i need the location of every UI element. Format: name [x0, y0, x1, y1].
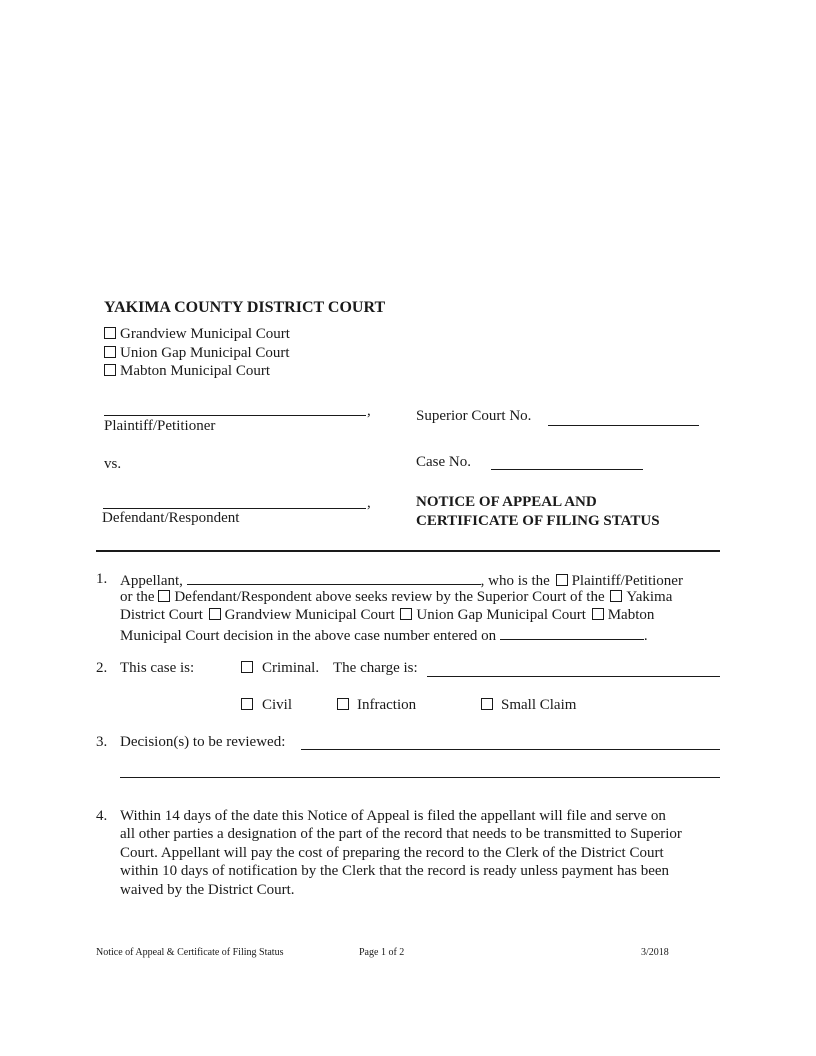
court-title: YAKIMA COUNTY DISTRICT COURT — [104, 299, 386, 316]
checkbox-plaintiff-petitioner[interactable] — [556, 574, 568, 586]
checkbox-defendant-respondent[interactable] — [158, 590, 170, 602]
decisions-field-line1[interactable] — [301, 749, 720, 750]
caption-divider — [96, 550, 720, 552]
charge-field[interactable] — [427, 676, 720, 677]
checkbox-yakima[interactable] — [610, 590, 622, 602]
section4-line3: Court. Appellant will pay the cost of preparing the record to the Clerk of the District Court — [120, 845, 664, 861]
decision-date-field[interactable] — [500, 626, 644, 640]
checkbox-small-claim[interactable] — [481, 698, 493, 710]
section4-line4: within 10 days of notification by the Clerk that the record is ready unless payment has been — [120, 863, 670, 879]
section4-line2: all other parties a designation of the part of the record that needs to be transmitted to Superior — [120, 826, 682, 842]
plaintiff-label: Plaintiff/Petitioner — [104, 418, 216, 434]
checkbox-infraction[interactable] — [337, 698, 349, 710]
footer-date: 3/2018 — [641, 947, 669, 958]
superior-court-no-label: Superior Court No. — [416, 408, 532, 424]
defendant-label: Defendant/Respondent — [102, 510, 240, 526]
section1-number: 1. — [96, 571, 108, 587]
checkbox-grandview[interactable] — [104, 327, 116, 339]
checkbox-union-gap-appeal[interactable] — [400, 608, 412, 620]
civil-option[interactable]: Civil — [241, 697, 292, 714]
small-claim-option[interactable]: Small Claim — [481, 697, 576, 714]
decisions-field-line2[interactable] — [120, 777, 720, 778]
case-no-field[interactable] — [491, 469, 643, 470]
case-type-label: This case is: — [120, 660, 195, 676]
section2-number: 2. — [96, 660, 108, 676]
section4-number: 4. — [96, 808, 108, 824]
checkbox-criminal[interactable] — [241, 661, 253, 673]
checkbox-union-gap[interactable] — [104, 346, 116, 358]
section1-line3: District Court Grandview Municipal Court Union Gap Municipal Court Mabton — [120, 607, 655, 623]
section1-line2: or the Defendant/Respondent above seeks review by the Superior Court of the Yakima — [120, 589, 673, 605]
checkbox-grandview-appeal[interactable] — [209, 608, 221, 620]
charge-label: The charge is: — [333, 660, 418, 676]
footer-page-number: Page 1 of 2 — [359, 947, 405, 958]
criminal-option[interactable]: Criminal. — [241, 660, 319, 677]
case-no-label: Case No. — [416, 454, 471, 470]
section1-line4: Municipal Court decision in the above case number entered on . — [120, 628, 648, 644]
section3-number: 3. — [96, 734, 108, 750]
superior-court-no-field[interactable] — [548, 425, 699, 426]
defendant-name-line[interactable] — [103, 508, 366, 509]
footer-form-name: Notice of Appeal & Certificate of Filing Status — [96, 947, 284, 958]
appellant-label: Appellant, — [120, 573, 183, 589]
court-option-mabton[interactable]: Mabton Municipal Court — [104, 363, 270, 380]
checkbox-mabton[interactable] — [104, 364, 116, 376]
court-option-union-gap[interactable]: Union Gap Municipal Court — [104, 345, 290, 362]
appellant-name-field[interactable] — [187, 571, 481, 585]
section1-line1: Appellant, , who is the Plaintiff/Petitioner — [120, 573, 683, 589]
doc-title-line1: NOTICE OF APPEAL AND — [416, 494, 597, 510]
section4-line1: Within 14 days of the date this Notice of Appeal is filed the appellant will file and serve on — [120, 808, 666, 824]
court-option-grandview[interactable]: Grandview Municipal Court — [104, 326, 290, 343]
checkbox-mabton-appeal[interactable] — [592, 608, 604, 620]
doc-title-line2: CERTIFICATE OF FILING STATUS — [416, 513, 660, 529]
decisions-label: Decision(s) to be reviewed: — [120, 734, 286, 750]
checkbox-civil[interactable] — [241, 698, 253, 710]
plaintiff-name-line[interactable] — [104, 415, 366, 416]
vs-label: vs. — [104, 456, 122, 472]
section4-line5: waived by the District Court. — [120, 882, 295, 898]
infraction-option[interactable]: Infraction — [337, 697, 416, 714]
